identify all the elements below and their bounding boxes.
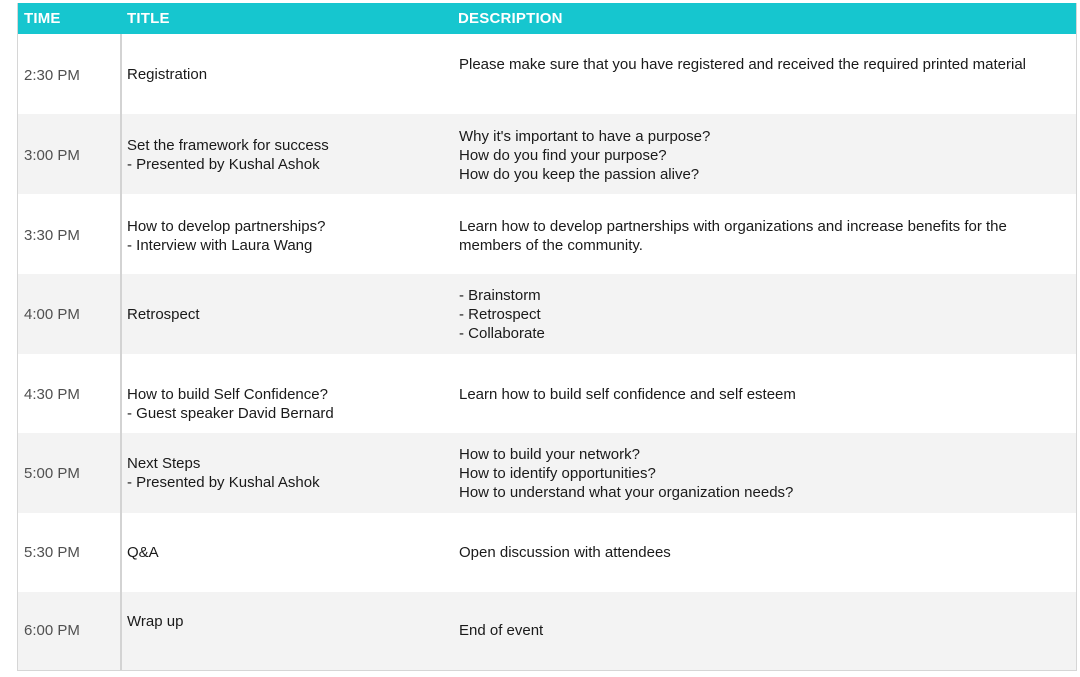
row-title-line: - Presented by Kushal Ashok xyxy=(127,156,320,173)
row-description-line: - Brainstorm xyxy=(459,287,541,304)
row-description-line: How to build your network? xyxy=(459,446,640,463)
row-description-line: How do you find your purpose? xyxy=(459,147,667,164)
row-description xyxy=(459,621,1074,640)
row-description xyxy=(459,385,1074,404)
row-description-line: Open discussion with attendees xyxy=(459,544,671,561)
table-row xyxy=(18,513,1076,592)
row-description xyxy=(459,543,1074,562)
table-header xyxy=(18,3,1076,34)
row-title-line: How to build Self Confidence? xyxy=(127,386,328,403)
row-title xyxy=(127,305,447,324)
row-title xyxy=(127,543,447,562)
row-description-line: How to identify opportunities? xyxy=(459,465,656,482)
row-description-line: Learn how to develop partnerships with organizations and increase benefits for the members of the community. xyxy=(459,218,1007,254)
row-description xyxy=(459,55,1074,74)
row-time: 4:30 PM xyxy=(24,386,80,403)
row-description xyxy=(459,286,1074,343)
table-row xyxy=(18,354,1076,433)
row-title xyxy=(127,136,447,174)
row-description-line: How to understand what your organization needs? xyxy=(459,484,794,501)
row-title xyxy=(127,217,447,255)
row-title xyxy=(127,454,447,492)
row-description-line: - Retrospect xyxy=(459,306,541,323)
table-row xyxy=(18,34,1076,114)
header-title: TITLE xyxy=(127,10,170,27)
row-description-line: Why it's important to have a purpose? xyxy=(459,128,711,145)
row-time: 6:00 PM xyxy=(24,622,80,639)
agenda-table xyxy=(17,3,1077,671)
row-title-line: Next Steps xyxy=(127,455,201,472)
table-row xyxy=(18,114,1076,194)
row-time: 2:30 PM xyxy=(24,67,80,84)
row-title xyxy=(127,65,447,84)
row-description xyxy=(459,445,1074,502)
table-row xyxy=(18,592,1076,670)
row-title-line: - Presented by Kushal Ashok xyxy=(127,474,320,491)
row-title-line: Wrap up xyxy=(127,613,184,630)
header-description: DESCRIPTION xyxy=(458,10,563,27)
row-time: 3:30 PM xyxy=(24,227,80,244)
row-title-line: - Interview with Laura Wang xyxy=(127,237,313,254)
row-time: 3:00 PM xyxy=(24,147,80,164)
table-row xyxy=(18,433,1076,513)
row-description xyxy=(459,127,1074,184)
row-title xyxy=(127,385,447,423)
row-title-line: Q&A xyxy=(127,544,159,561)
row-time: 5:00 PM xyxy=(24,465,80,482)
row-description-line: - Collaborate xyxy=(459,325,545,342)
row-description-line: End of event xyxy=(459,622,544,639)
table-row xyxy=(18,194,1076,274)
row-title-line: Retrospect xyxy=(127,306,200,323)
row-description-line: Please make sure that you have registered and received the required printed material xyxy=(459,56,1026,73)
row-title-line: Set the framework for success xyxy=(127,137,329,154)
row-title xyxy=(127,612,447,631)
row-title-line: Registration xyxy=(127,66,208,83)
table-row xyxy=(18,274,1076,354)
row-description-line: Learn how to build self confidence and self esteem xyxy=(459,386,796,403)
row-description xyxy=(459,217,1074,255)
row-time: 5:30 PM xyxy=(24,544,80,561)
header-time: TIME xyxy=(24,10,61,27)
row-title-line: How to develop partnerships? xyxy=(127,218,326,235)
column-divider xyxy=(120,34,122,670)
row-time: 4:00 PM xyxy=(24,306,80,323)
row-description-line: How do you keep the passion alive? xyxy=(459,166,700,183)
row-title-line: - Guest speaker David Bernard xyxy=(127,405,334,422)
